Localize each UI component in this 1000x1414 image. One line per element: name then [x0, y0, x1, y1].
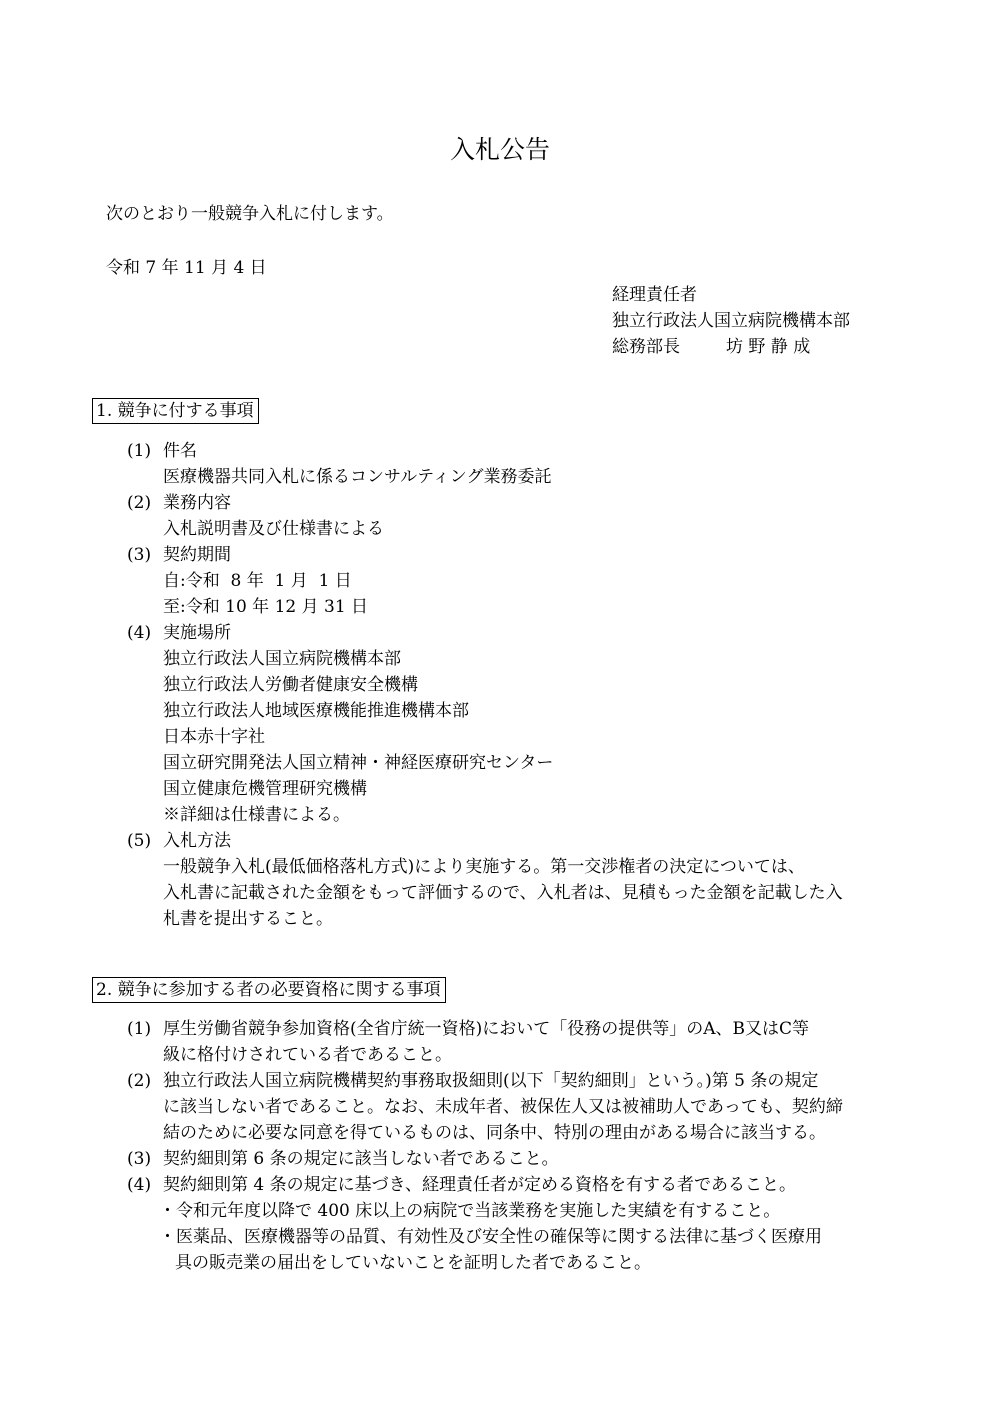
bullet-2-line-2: 具の販売業の届出をしていないことを証明した者であること。	[175, 1253, 651, 1273]
s1-item3-header	[127, 542, 231, 568]
s1-item3-num: (3)	[127, 545, 152, 565]
issuer-name: 坊 野 静 成	[726, 337, 811, 357]
issuer-role: 経理責任者	[612, 285, 697, 305]
s2-item3-line-1	[127, 1146, 559, 1172]
bullet-1: ・令和元年度以降で 400 床以上の病院で当該業務を実施した実績を有すること。	[159, 1201, 781, 1221]
issuer-dept-line	[612, 334, 810, 360]
s2-item4-text: 契約細則第 4 条の規定に基づき、経理責任者が定める資格を有する者であること。	[163, 1175, 796, 1195]
contract-end: 至:令和 10 年 12 月 31 日	[163, 597, 369, 617]
s2-item1-line-2: 級に格付けされている者であること。	[163, 1045, 452, 1065]
bid-method-line-2: 入札書に記載された金額をもって評価するので、入札者は、見積もった金額を記載した入	[163, 883, 843, 903]
s1-item1-num: (1)	[127, 441, 152, 461]
bid-method-line-3: 札書を提出すること。	[163, 909, 333, 929]
location-5: 国立研究開発法人国立精神・神経医療研究センター	[163, 753, 554, 773]
s1-item5-label: 入札方法	[163, 831, 231, 851]
intro-text: 次のとおり一般競争入札に付します。	[106, 204, 394, 224]
s2-item2-line-3: 結のために必要な同意を得ているものは、同条中、特別の理由がある場合に該当する。	[163, 1123, 826, 1143]
s1-item1-label: 件名	[163, 441, 197, 461]
page-title: 入札公告	[449, 135, 550, 164]
s2-item1-text: 厚生労働省競争参加資格(全省庁統一資格)において「役務の提供等」のA、B又はC等	[163, 1019, 810, 1039]
s2-item3-text: 契約細則第 6 条の規定に該当しない者であること。	[163, 1149, 559, 1169]
s2-item2-text: 独立行政法人国立病院機構契約事務取扱細則(以下「契約細則」という。)第 5 条の規定	[163, 1071, 819, 1091]
s1-item2-line: 入札説明書及び仕様書による	[163, 519, 384, 539]
location-4: 日本赤十字社	[163, 727, 265, 747]
s1-item2-label: 業務内容	[163, 493, 231, 513]
issuer-dept: 総務部長	[612, 337, 680, 357]
s1-item3-label: 契約期間	[163, 545, 231, 565]
s1-item2-header	[127, 490, 231, 516]
s2-item4-num: (4)	[127, 1175, 152, 1195]
s1-item5-header	[127, 828, 231, 854]
s1-item5-num: (5)	[127, 831, 152, 851]
s1-item2-num: (2)	[127, 493, 152, 513]
s1-item4-header	[127, 620, 231, 646]
s1-item4-label: 実施場所	[163, 623, 231, 643]
location-1: 独立行政法人国立病院機構本部	[163, 649, 401, 669]
bullet-2-line-1: ・医薬品、医療機器等の品質、有効性及び安全性の確保等に関する法律に基づく医療用	[159, 1227, 822, 1247]
s2-item2-line-1	[127, 1068, 818, 1094]
s2-item3-num: (3)	[127, 1149, 152, 1169]
location-3: 独立行政法人地域医療機能推進機構本部	[163, 701, 469, 721]
s1-item1-header	[127, 438, 197, 464]
s2-item2-num: (2)	[127, 1071, 152, 1091]
location-6: 国立健康危機管理研究機構	[163, 779, 367, 799]
s2-item1-line-1	[127, 1016, 809, 1042]
issuer-org: 独立行政法人国立病院機構本部	[612, 311, 850, 331]
bid-method-line-1: 一般競争入札(最低価格落札方式)により実施する。第一交渉権者の決定については、	[163, 857, 805, 877]
s2-item1-num: (1)	[127, 1019, 152, 1039]
s1-item1-line: 医療機器共同入札に係るコンサルティング業務委託	[163, 467, 552, 487]
section1-heading: 1. 競争に付する事項	[92, 398, 259, 424]
location-2: 独立行政法人労働者健康安全機構	[163, 675, 418, 695]
s1-item4-num: (4)	[127, 623, 152, 643]
section2-heading: 2. 競争に参加する者の必要資格に関する事項	[92, 977, 446, 1003]
location-note: ※詳細は仕様書による。	[163, 805, 350, 825]
announcement-date: 令和 7 年 11 月 4 日	[106, 258, 267, 278]
s2-item2-line-2: に該当しない者であること。なお、未成年者、被保佐人又は被補助人であっても、契約締	[163, 1097, 843, 1117]
contract-start: 自:令和 8 年 1 月 1 日	[163, 571, 352, 591]
s2-item4-line-1	[127, 1172, 796, 1198]
